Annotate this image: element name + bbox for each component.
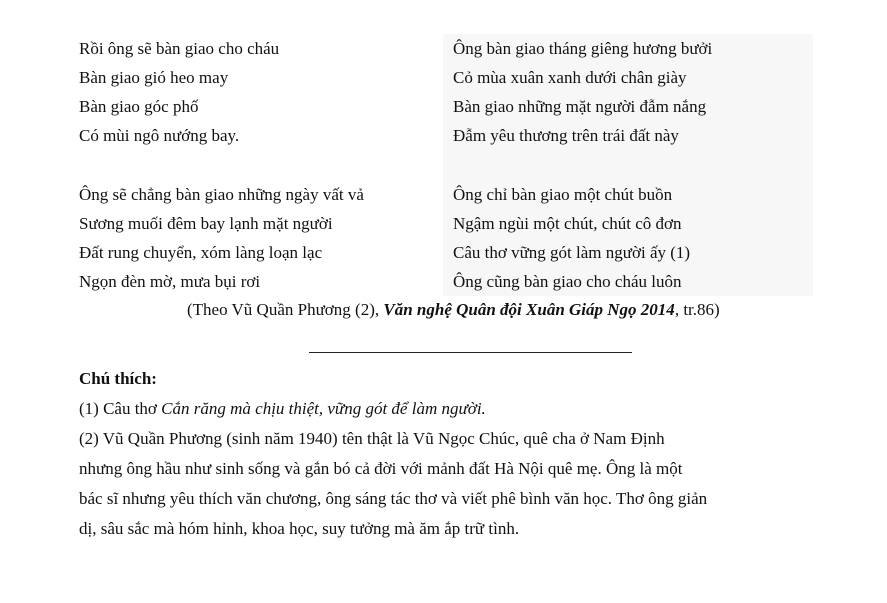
poem-line: Câu thơ vững gót làm người ấy (1) xyxy=(453,243,691,262)
poem-line: Ông cũng bàn giao cho cháu luôn xyxy=(453,272,682,291)
footnote-2-line: dị, sâu sắc mà hóm hỉnh, khoa học, suy tưởng mà ăm ắp trữ tình. xyxy=(79,519,520,538)
stanza-2 xyxy=(453,34,813,150)
source-citation xyxy=(187,295,720,324)
poem-line: Đẫm yêu thương trên trái đất này xyxy=(453,126,679,145)
poem-line: Cỏ mùa xuân xanh dưới chân giày xyxy=(453,68,687,87)
source-prefix: (Theo Vũ Quần Phương (2), xyxy=(187,300,384,319)
source-suffix: , tr.86) xyxy=(674,300,720,319)
poem-line: Rồi ông sẽ bàn giao cho cháu xyxy=(79,39,280,58)
poem-line: Có mùi ngô nướng bay. xyxy=(79,126,240,145)
poem-line: Ngậm ngùi một chút, chút cô đơn xyxy=(453,214,682,233)
poem-line: Ông sẽ chẳng bàn giao những ngày vất vả xyxy=(79,185,364,204)
footnote-2-line: bác sĩ nhưng yêu thích văn chương, ông sáng tác thơ và viết phê bình văn học. Thơ ông giản xyxy=(79,489,708,508)
poem-line: Sương muối đêm bay lạnh mặt người xyxy=(79,214,333,233)
section-divider xyxy=(309,352,632,353)
poem-line: Ông bàn giao tháng giêng hương bưởi xyxy=(453,39,713,58)
notes-title: Chú thích: xyxy=(79,369,157,388)
poem-line: Bàn giao góc phố xyxy=(79,97,199,116)
stanza-3 xyxy=(79,180,449,296)
source-work-title: Văn nghệ Quân đội Xuân Giáp Ngọ 2014 xyxy=(383,300,675,319)
stanza-1 xyxy=(79,34,449,150)
poem-right-column xyxy=(443,34,813,296)
poem-line: Đất rung chuyển, xóm làng loạn lạc xyxy=(79,243,323,262)
poem-line: Bàn giao những mặt người đẫm nắng xyxy=(453,97,707,116)
footnote-1-quote: Cắn răng mà chịu thiệt, vững gót để làm người. xyxy=(161,399,486,418)
poem-line: Ngọn đèn mờ, mưa bụi rơi xyxy=(79,272,261,291)
poem-line: Ông chỉ bàn giao một chút buồn xyxy=(453,185,673,204)
footnote-2-line: nhưng ông hầu như sinh sống và gắn bó cả đời với mảnh đất Hà Nội quê mẹ. Ông là một xyxy=(79,459,683,478)
poem-left-column xyxy=(79,34,449,296)
footnote-1-prefix: (1) Câu thơ xyxy=(79,399,162,418)
footnote-1 xyxy=(79,394,809,424)
footnotes xyxy=(79,364,809,544)
poem-line: Bàn giao gió heo may xyxy=(79,68,229,87)
stanza-4 xyxy=(453,180,813,296)
footnote-2-line: (2) Vũ Quần Phương (sinh năm 1940) tên thật là Vũ Ngọc Chúc, quê cha ở Nam Định xyxy=(79,429,665,448)
